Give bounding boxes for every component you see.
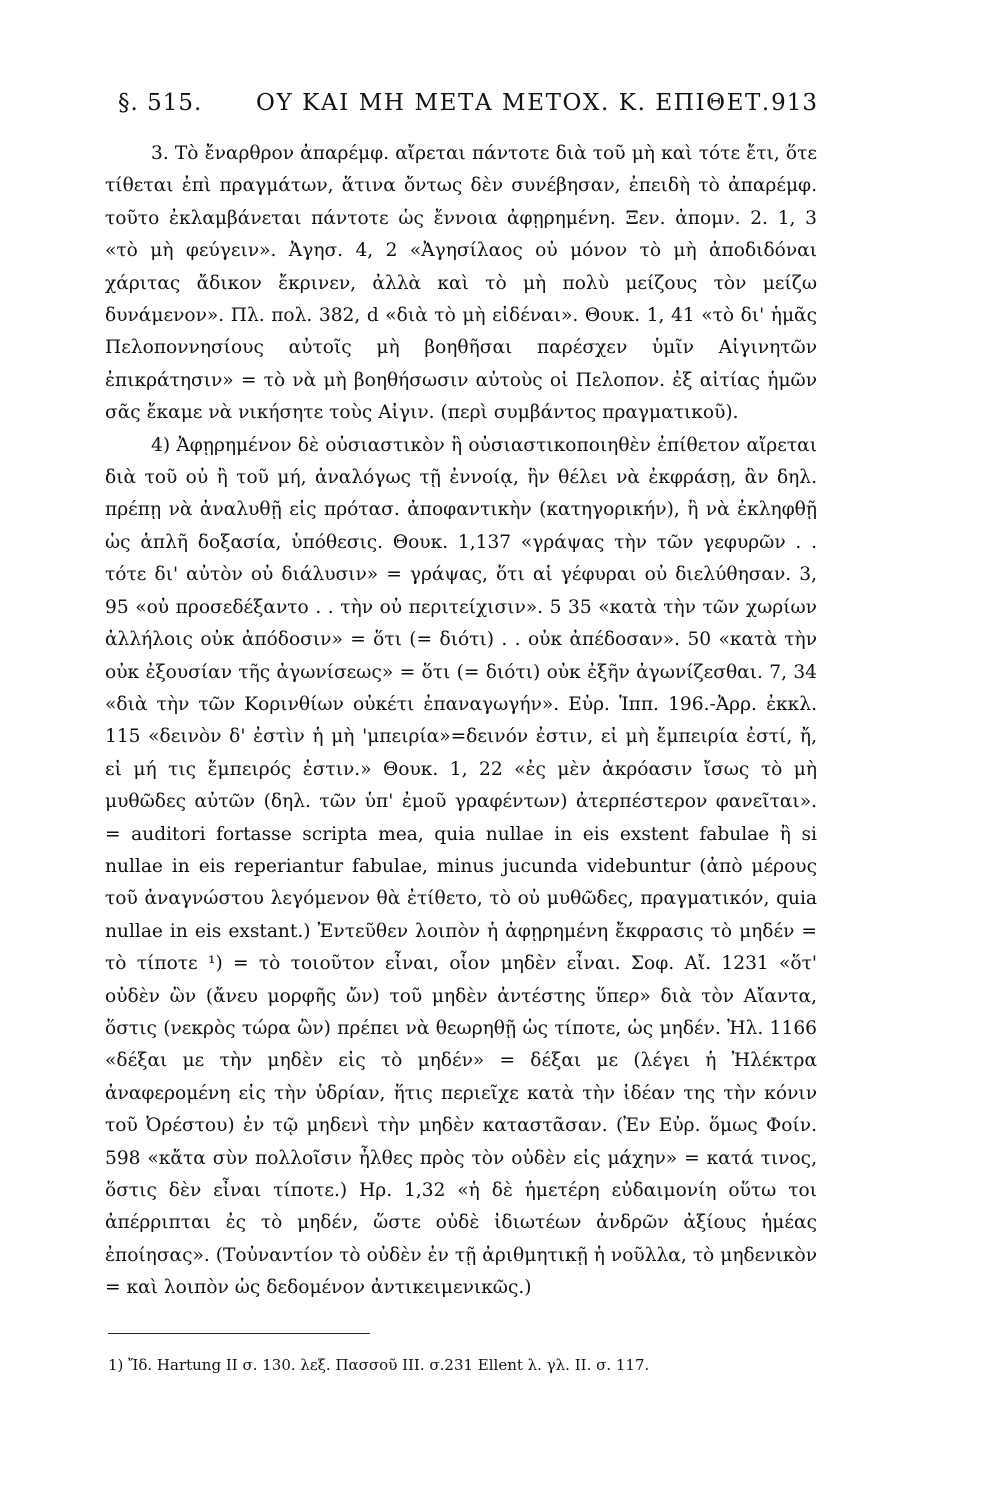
page-heading: ΟΥ ΚΑΙ ΜΗ ΜΕΤΑ ΜΕΤΟΧ. Κ. ΕΠΙΘΕΤ. — [256, 90, 771, 116]
section-number: §. 515. — [118, 90, 203, 116]
paragraph-3: 3. Τὸ ἔναρθρον ἀπαρέμφ. αἴρεται πάντοτε διὰ τοῦ μὴ καὶ τότε ἔτι, ὅτε τίθεται ἐπὶ πραγμάτων, ἅτινα ὄντως δὲν συνέβησαν, ἐπειδὴ τὸ ἀπαρέμφ. τοῦτο ἐκλαμβάνεται πάντοτε ὡς ἔννοια ἀφῃρημένη. Ξεν. ἀπομν. 2. 1, 3 «τὸ μὴ φεύγειν». Ἀγησ. 4, 2 «Ἀγησίλαος οὐ μόνον τὸ μὴ ἀποδιδόναι χάριτας ἄδικον ἔκρινεν, ἀλλὰ καὶ τὸ μὴ πολὺ μείζους τὸν μείζω δυνάμενον». Πλ. πολ. 382, d «διὰ τὸ μὴ εἰδέναι». Θουκ. 1, 41 «τὸ δι' ἡμᾶς Πελοποννησίους αὐτοῖς μὴ βοηθῆσαι παρέσχεν ὑμῖν Αἰγινητῶν ἐπικράτησιν» = τὸ νὰ μὴ βοηθήσωσιν αὐτοὺς οἱ Πελοπον. ἐξ αἰτίας ἡμῶν σᾶς ἔκαμε νὰ νικήσητε τοὺς Αἰγιν. (περὶ συμβάντος πραγματικοῦ). — [105, 143, 817, 424]
footnote-divider — [108, 1333, 370, 1334]
running-header — [118, 84, 818, 124]
paragraph-4: 4) Ἀφῃρημένον δὲ οὐσιαστικὸν ἢ οὐσιαστικοποιηθὲν ἐπίθετον αἴρεται διὰ τοῦ οὐ ἢ τοῦ μή, ἀναλόγως τῇ ἐννοίᾳ, ἣν θέλει νὰ ἐκφράσῃ, ἂν δηλ. πρέπῃ νὰ ἀναλυθῇ εἰς πρότασ. ἀποφαντικὴν (κατηγορικήν), ἢ νὰ ἐκληφθῇ ὡς ἁπλῆ δοξασία, ὑπόθεσις. Θουκ. 1,137 «γράψας τὴν τῶν γεφυρῶν . . τότε δι' αὐτὸν οὐ διάλυσιν» = γράψας, ὅτι αἱ γέφυραι οὐ διελύθησαν. 3, 95 «οὐ προσεδέξαντο . . τὴν οὐ περιτείχισιν». 5 35 «κατὰ τὴν τῶν χωρίων ἀλλήλοις οὐκ ἀπόδοσιν» = ὅτι (= διότι) . . οὐκ ἀπέδοσαν». 50 «κατὰ τὴν οὐκ ἐξουσίαν τῆς ἀγωνίσεως» = ὅτι (= διότι) οὐκ ἐξῆν ἀγωνίζεσθαι. 7, 34 «διὰ τὴν τῶν Κορινθίων οὐκέτι ἐπαναγωγήν». Εὐρ. Ἱππ. 196.-Ἀρρ. ἐκκλ. 115 «δεινὸν δ' ἐστὶν ἡ μὴ 'μπειρία»=δεινόν ἐστιν, εἰ μὴ ἔμπειρία ἐστί, ἤ, εἰ μή τις ἔμπειρός ἐστιν.» Θουκ. 1, 22 «ἐς μὲν ἀκρόασιν ἴσως τὸ μὴ μυθῶδες αὐτῶν (δηλ. τῶν ὑπ' ἐμοῦ γραφέντων) ἀτερπέστερον φανεῖται». = auditori fortasse scripta mea, quia nullae in eis exstent fabulae ἢ si nullae in eis reperiantur fabulae, minus jucunda videbuntur (ἀπὸ μέρους τοῦ ἀναγνώστου λεγόμενον θὰ ἐτίθετο, τὸ οὐ μυθῶδες, πραγματικόν, quia nullae in eis exstant.) Ἐντεῦθεν λοιπὸν ἡ ἀφῃρημένη ἔκφρασις τὸ μηδέν = τὸ τίποτε ¹) = τὸ τοιοῦτον εἶναι, οἷον μηδὲν εἶναι. Σοφ. Αἴ. 1231 «ὅτ' οὐδὲν ὢν (ἄνευ μορφῆς ὤν) τοῦ μηδὲν ἀντέστης ὕπερ» διὰ τὸν Αἴαντα, ὅστις (νεκρὸς τώρα ὢν) πρέπει νὰ θεωρηθῇ ὡς τίποτε, ὡς μηδέν. Ἠλ. 1166 «δέξαι με τὴν μηδὲν εἰς τὸ μηδέν» = δέξαι με (λέγει ἡ Ἠλέκτρα ἀναφερομένη εἰς τὴν ὑδρίαν, ἥτις περιεῖχε κατὰ τὴν ἰδέαν της τὴν κόνιν τοῦ Ὀρέστου) ἐν τῷ μηδενὶ τὴν μηδὲν καταστᾶσαν. (Ἐν Εὐρ. ὅμως Φοίν. 598 «κἄτα σὺν πολλοῖσιν ἦλθες πρὸς τὸν οὐδὲν εἰς μάχην» = κατά τινος, ὅστις δὲν εἶναι τίποτε.) Ηρ. 1,32 «ἡ δὲ ἡμετέρη εὐδαιμονίη οὕτω τοι ἀπέρριπται ἐς τὸ μηδέν, ὥστε οὐδὲ ἰδιωτέων ἀνδρῶν ἀξίους ἡμέας ἐποίησας». (Τοὐναντίον τὸ οὐδὲν ἐν τῇ ἀριθμητικῇ ἡ νοῦλλα, τὸ μηδενικὸν = καὶ λοιπὸν ὡς δεδομένον ἀντικειμενικῶς.) — [105, 434, 817, 1299]
footnote: 1) Ἴδ. Hartung II σ. 130. λεξ. Πασσοῦ ΙΙΙ. σ.231 Ellent λ. γλ. II. σ. 117. — [108, 1356, 650, 1374]
main-text — [105, 138, 817, 1305]
page-number: 913 — [771, 90, 818, 116]
